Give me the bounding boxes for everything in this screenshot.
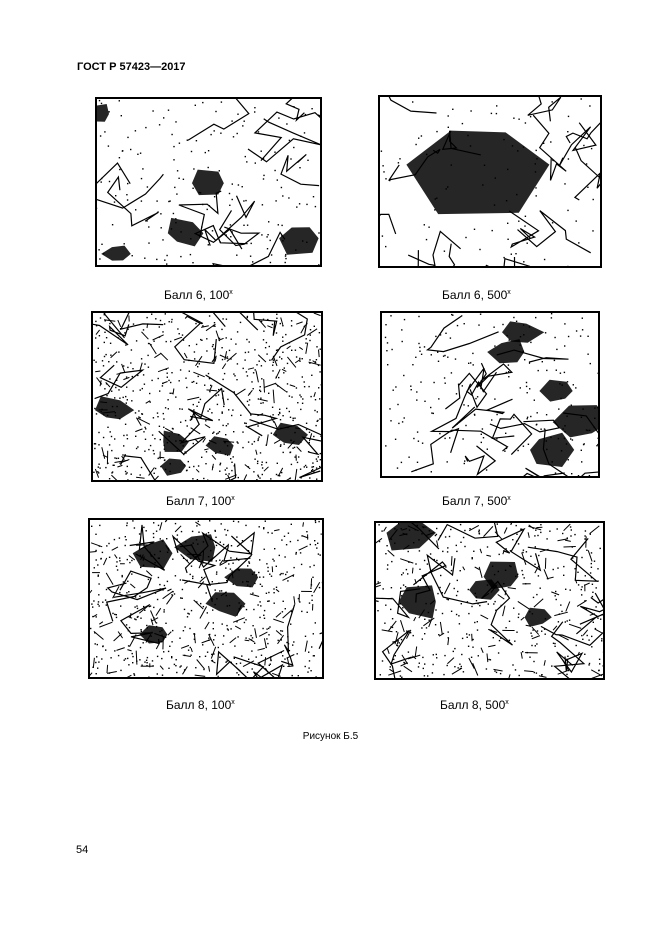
micrograph-score-6-500x — [378, 95, 602, 268]
micrograph-score-6-100x — [95, 97, 322, 267]
micrograph-score-7-100x — [91, 311, 323, 482]
caption-score-8-500x: Балл 8, 500$^x$ — [440, 698, 509, 712]
micrograph-texture — [97, 99, 320, 265]
figure-caption: Рисунок Б.5 — [302, 731, 359, 742]
caption-score-7-500x: Балл 7, 500$^x$ — [442, 494, 511, 508]
caption-score-7-100x: Балл 7, 100$^x$ — [166, 494, 235, 508]
micrograph-texture — [380, 97, 600, 266]
micrograph-texture — [376, 523, 603, 678]
page-number: 54 — [76, 844, 89, 856]
micrograph-texture — [382, 313, 598, 476]
caption-score-8-100x: Балл 8, 100$^x$ — [166, 698, 235, 712]
micrograph-score-7-500x — [380, 311, 600, 478]
micrograph-texture — [93, 313, 321, 480]
caption-score-6-100x: Балл 6, 100$^x$ — [164, 288, 233, 302]
document-header: ГОСТ Р 57423—2017 — [77, 61, 186, 73]
caption-score-6-500x: Балл 6, 500$^x$ — [442, 288, 511, 302]
micrograph-texture — [90, 520, 322, 677]
micrograph-score-8-500x — [374, 521, 605, 680]
micrograph-score-8-100x — [88, 518, 324, 679]
